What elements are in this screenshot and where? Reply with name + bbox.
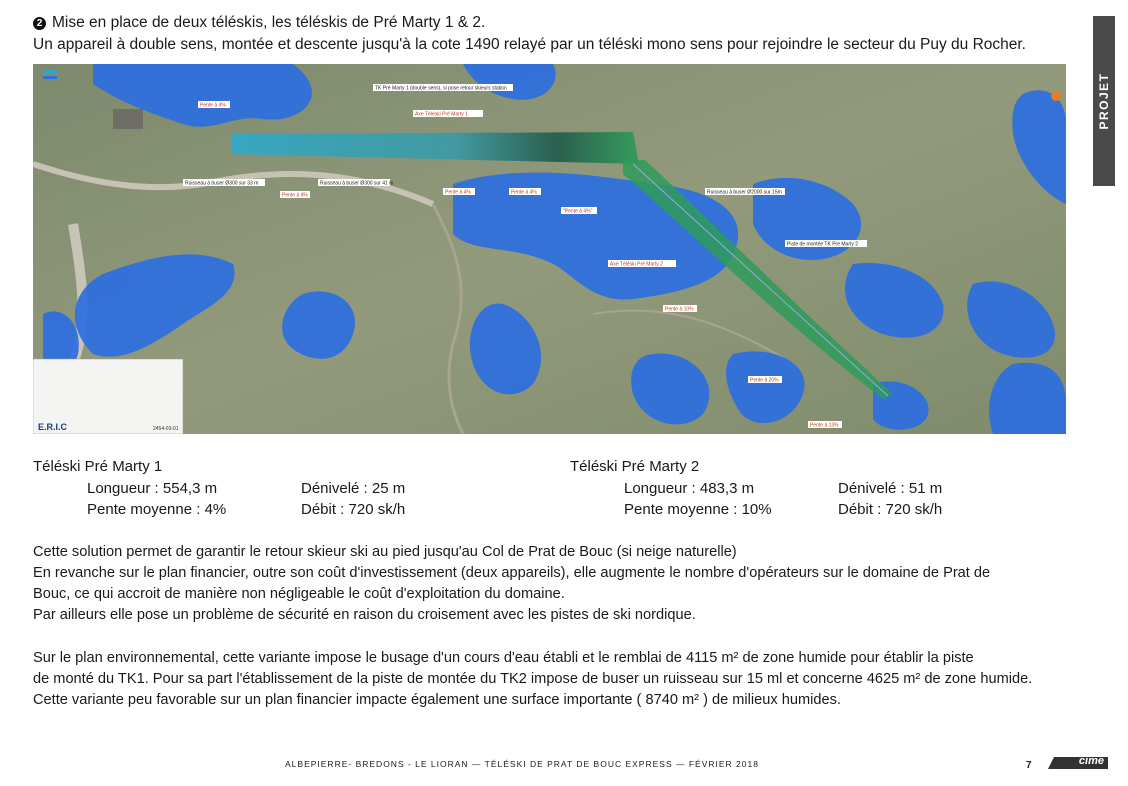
page-number: 7 [1026, 760, 1032, 771]
aerial-map [33, 64, 1066, 434]
label-pente-20: Pente à 20% [750, 377, 779, 384]
legend-ref: 2454-03-01 [153, 426, 179, 432]
label-pente-4c: Pente à 4% [445, 189, 471, 196]
para2-line: Cette variante peu favorable sur un plan financier impacte également une surface importante ( 8740 m² ) de milieux humides. [33, 692, 841, 708]
tk1-debit: Débit : 720 sk/h [301, 501, 406, 518]
legend-brand: E.R.I.C [38, 422, 68, 432]
specs-tk2 [570, 456, 942, 520]
tk1-longueur: Longueur : 554,3 m [87, 480, 218, 497]
tk1-title: Téléski Pré Marty 1 [33, 458, 163, 475]
para1-line: Bouc, ce qui accroit de manière non négligeable le coût d'exploitation du domaine. [33, 586, 565, 602]
specs-tk1 [33, 456, 405, 520]
intro-line-2: Un appareil à double sens, montée et descente jusqu'à la cote 1490 relayé par un téléski mono sens pour rejoindre le secteur du Puy du Rocher. [33, 36, 1026, 53]
para2-line: Sur le plan environnemental, cette variante impose le busage d'un cours d'eau établi et le remblai de 4115 m² de zone humide pour établir la piste [33, 650, 974, 666]
footer-text: ALBEPIERRE- BREDONS - LE LIORAN — TÉLÉSKI DE PRAT DE BOUC EXPRESS — FÉVRIER 2018 [285, 759, 759, 769]
side-tab [1093, 16, 1115, 186]
tk1-pente: Pente moyenne : 4% [87, 501, 227, 518]
bullet-number: 2 [33, 17, 46, 30]
para1-line: Cette solution permet de garantir le retour skieur ski au pied jusqu'au Col de Prat de Bouc (si neige naturelle) [33, 544, 737, 560]
tk1-denivele: Dénivelé : 25 m [301, 480, 406, 497]
paragraph-financial [33, 542, 1053, 626]
para2-line: de monté du TK1. Pour sa part l'établissement de la piste de montée du TK2 impose de buser un ruisseau sur 15 ml et concerne 4625 m² de zone humide. [33, 671, 1033, 687]
label-piste-tk2: Piste de montée TK Pré Marty 2 [787, 241, 859, 248]
label-ruisseau-1: Ruisseau à buser Ø300 sur 33 m [185, 180, 259, 187]
para1-line: Par ailleurs elle pose un problème de sécurité en raison du croisement avec les pistes de ski nordique. [33, 607, 696, 623]
label-tk1-title: TK Pré Marty 1 (double sens), si pose retour skieurs station [375, 85, 507, 92]
tk2-pente: Pente moyenne : 10% [624, 501, 772, 518]
intro-line-1 [33, 12, 1026, 34]
tk2-title: Téléski Pré Marty 2 [570, 458, 700, 475]
cime-logo-text: cime [1078, 755, 1104, 767]
label-pente-4e: "Pente à 4%" [563, 208, 593, 215]
paragraph-environmental [33, 648, 1053, 711]
label-pente-10: Pente à 10% [665, 306, 694, 313]
para1-line: En revanche sur le plan financier, outre son coût d'investissement (deux appareils), elle augmente le nombre d'opérateurs sur le domaine de Prat de [33, 565, 991, 581]
cime-logo [1048, 753, 1108, 771]
side-tab-label: PROJET [1097, 72, 1111, 130]
label-ruisseau-3: Ruisseau à buser Ø2000 sur 15m [707, 189, 782, 196]
intro [33, 12, 1026, 56]
intro-text-1: Mise en place de deux téléskis, les téléskis de Pré Marty 1 & 2. [52, 14, 486, 31]
label-pente-4b: Pente à 4% [282, 192, 308, 199]
tk2-debit: Débit : 720 sk/h [838, 501, 943, 518]
tk2-longueur: Longueur : 483,3 m [624, 480, 755, 497]
label-pente-13: Pente à 13% [810, 422, 839, 429]
label-axe-tk1: Axe Téléski Pré Marty 1 [415, 111, 468, 118]
map-svg [33, 64, 1066, 434]
label-ruisseau-2: Ruisseau à buser Ø300 sur 41 m [320, 180, 394, 187]
tk2-denivele: Dénivelé : 51 m [838, 480, 943, 497]
label-pente-4d: Pente à 4% [511, 189, 537, 196]
label-pente-4a: Pente à 4% [200, 102, 226, 109]
label-axe-tk2: Axe Téléski Pré Marty 2 [610, 261, 663, 268]
